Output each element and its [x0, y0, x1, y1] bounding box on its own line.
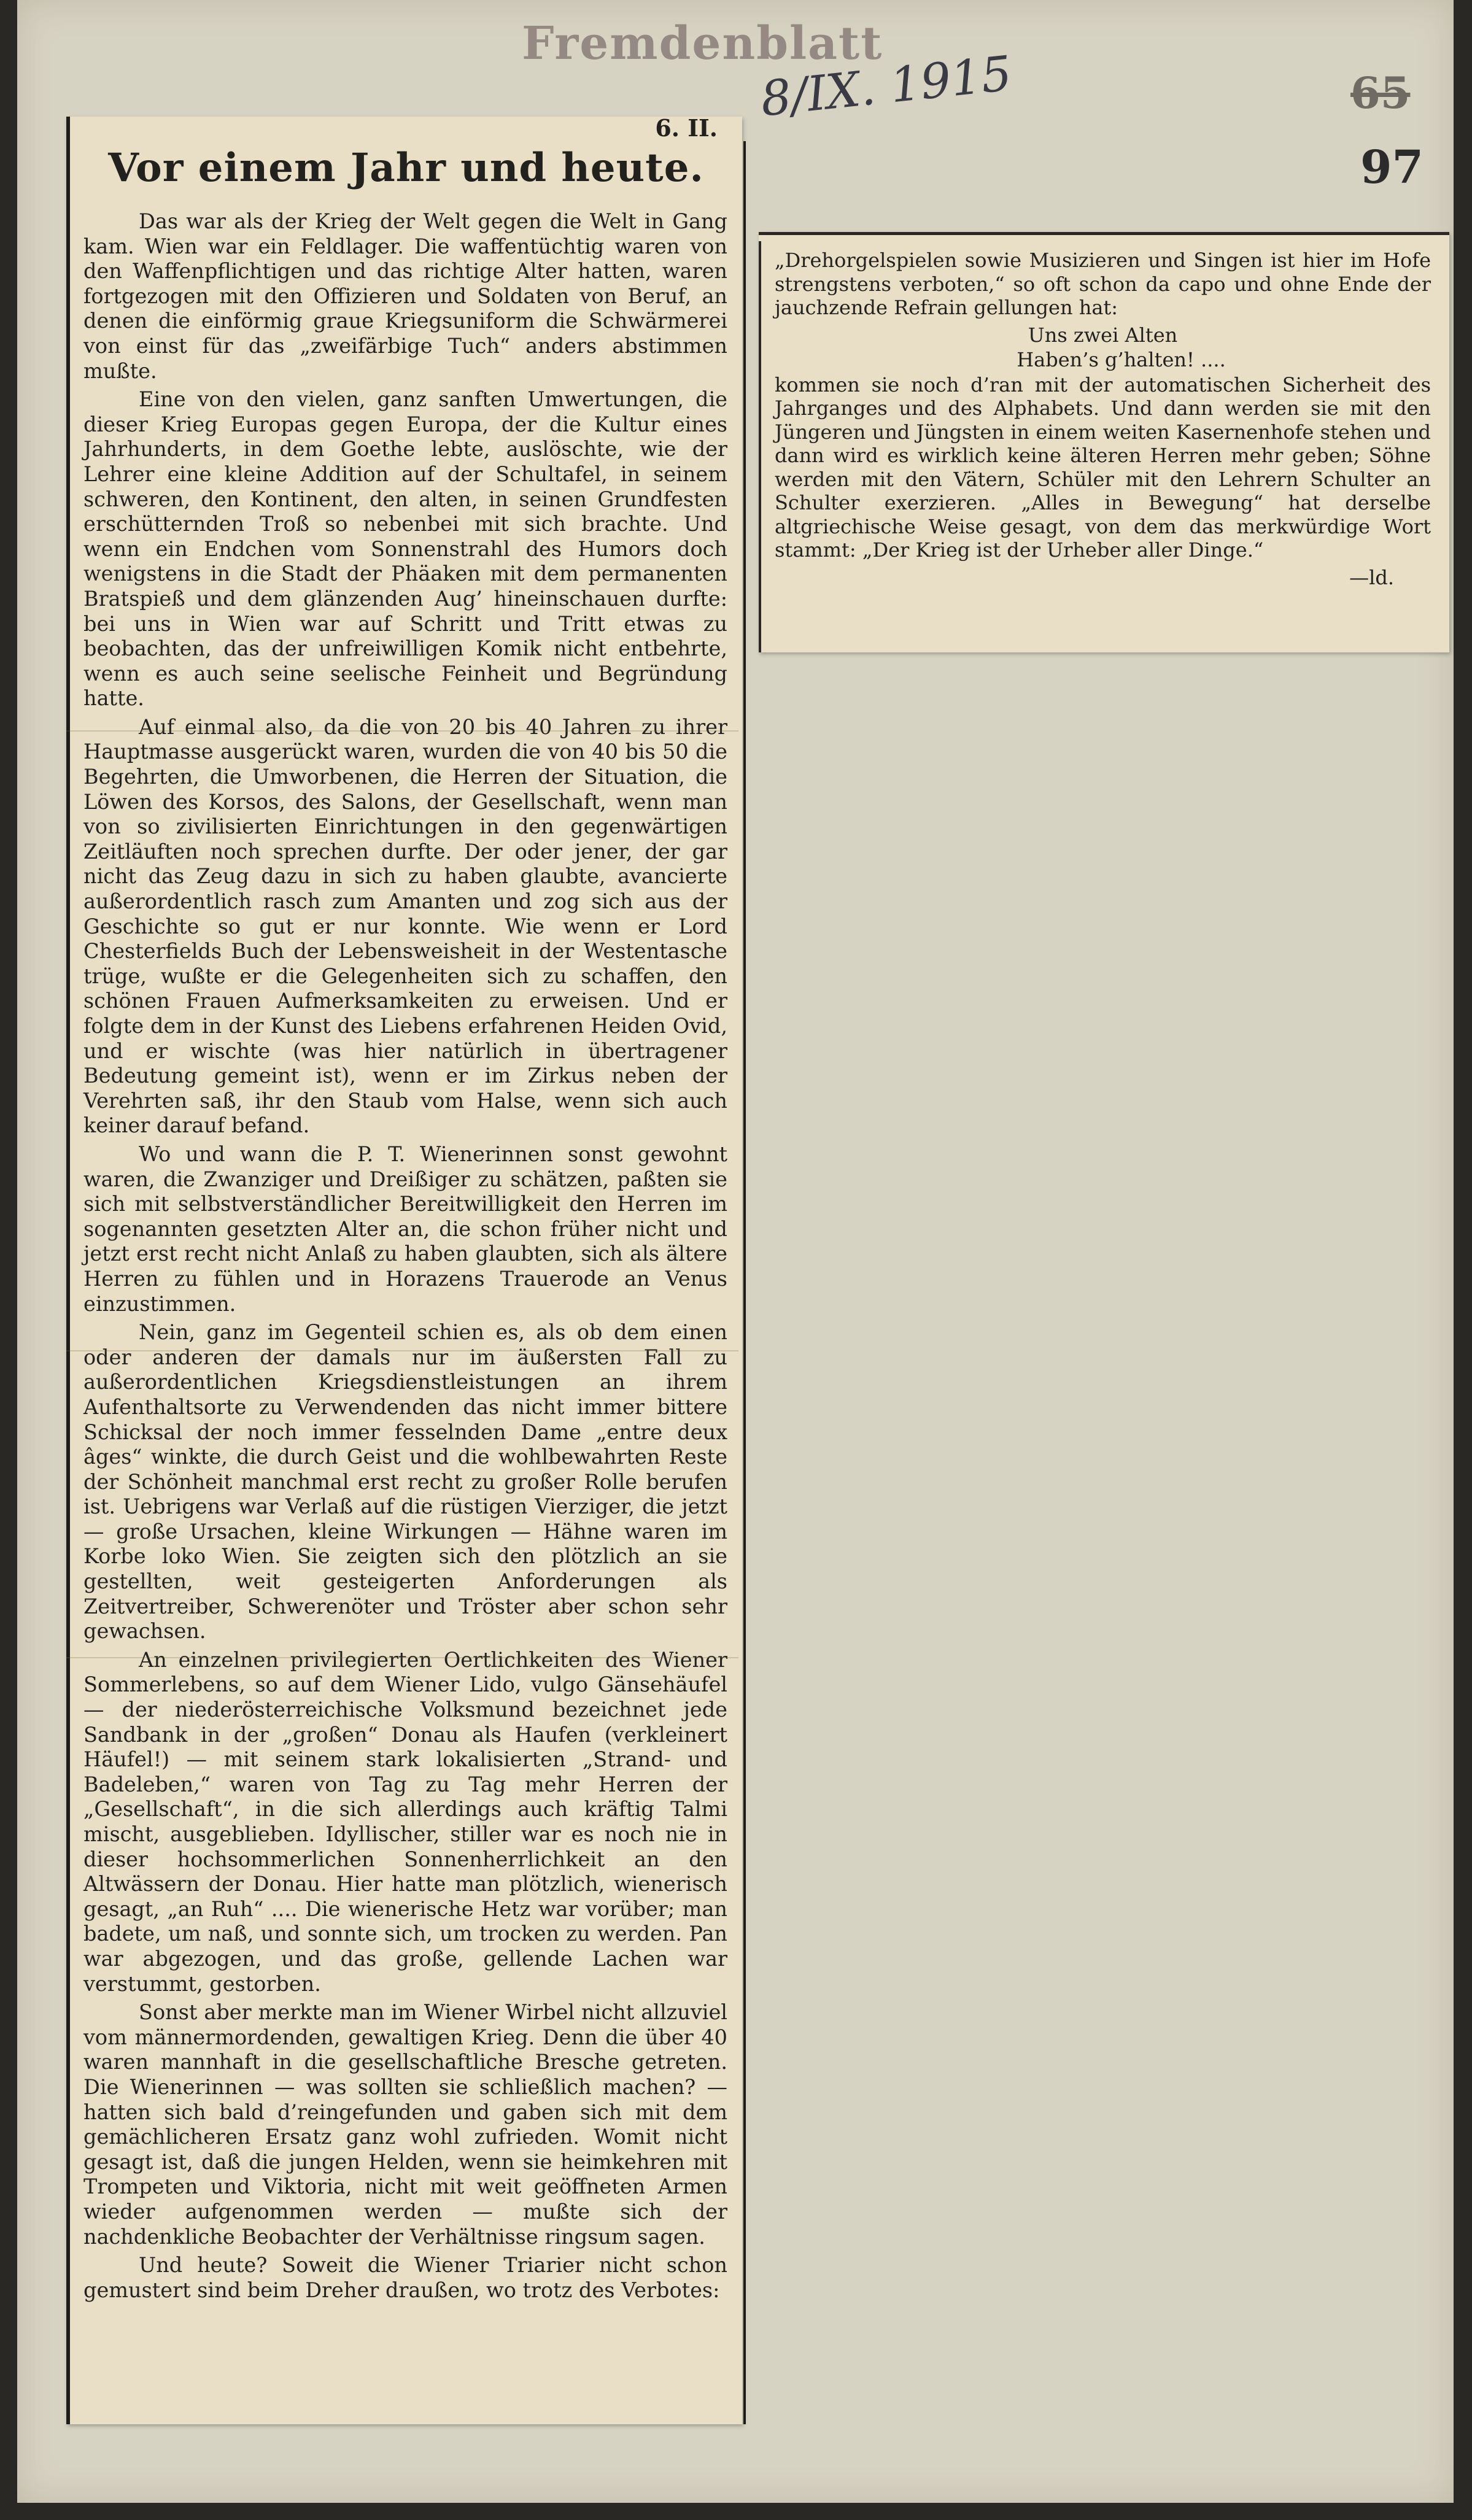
- verse-line: Uns zwei Alten: [1028, 323, 1178, 347]
- article-title: Vor einem Jahr und heute.: [108, 145, 704, 191]
- corner-mark: 6. II.: [655, 114, 718, 142]
- author-signature: —ld.: [1349, 565, 1394, 589]
- paragraph: Nein, ganz im Gegenteil schien es, als ob dem einen oder anderen der damals nur im äußersten Fall zu außerordentlichen Kriegsdienstleistungen an ihrem Aufenthaltsorte zu Verwendenden das nicht immer bittere Schicksal der noch immer fesselnden Dame „entre deux âges“ winkte, die durch Geist und die wohlbewahrten Reste der Schönheit manchmal erst recht zu großer Rolle berufen ist. Uebrigens war Verlaß auf die rüstigen Vierziger, die jetzt — große Ursachen, kleine Wirkungen — Hähne waren im Korbe loko Wien. Sie zeigten sich den plötzlich an sie gestellten, weit gesteigerten Anforderungen als Zeitvertreiber, Schwerenöter und Tröster aber schon sehr gewachsen.: [83, 1320, 727, 1644]
- continuation-body: [775, 249, 1431, 589]
- paragraph: Und heute? Soweit die Wiener Triarier nicht schon gemustert sind beim Dreher draußen, wo trotz des Verbotes:: [83, 2253, 727, 2302]
- column-rule: [759, 241, 761, 652]
- verse-line: Haben’s g’halten! ....: [1017, 348, 1226, 371]
- article-body: [83, 209, 727, 2303]
- paper-crease: [66, 1657, 738, 1658]
- article-clipping-main: [66, 114, 742, 2424]
- paragraph: Eine von den vielen, ganz sanften Umwertungen, die dieser Krieg Europas gegen Europa, der die Kultur eines Jahrhunderts, in dem Goethe lebte, auslöschte, wie der Lehrer eine kleine Addition auf der Schultafel, in seinem schweren, den Kontinent, den alten, in seinen Grundfesten erschütternden Troß so nebenbei mit sich brachte. Und wenn ein Endchen vom Sonnenstrahl des Humors doch wenigstens in die Stadt der Phäaken mit dem permanenten Bratspieß und dem glänzenden Aug’ hineinschauen durfte: bei uns in Wien war auf Schritt und Tritt etwas zu beobachten, das der unfreiwilligen Komik nicht entbehrte, wenn es auch seine seelische Feinheit und Begründung hatte.: [83, 387, 727, 711]
- newspaper-stamp: Fremdenblatt: [522, 17, 883, 70]
- handwritten-date: 8/IX. 1915: [758, 46, 1015, 128]
- continuation-text: kommen sie noch d’ran mit der automatischen Sicherheit des Jahrganges und des Alphabets. Und dann werden sie mit den Jüngeren und Jüngsten in einem weiten Kasernenhofe stehen und dann wird es wirklich keine älteren Herren mehr geben; Söhne werden mit den Vätern, Schüler mit den Lehrern Schulter an Schulter exerzieren. „Alles in Bewegung“ hat derselbe altgriechische Weise gesagt, von dem das merkwürdige Wort stammt: „Der Krieg ist der Urheber aller Dinge.“: [775, 373, 1431, 562]
- page-number: 97: [1360, 141, 1424, 194]
- paper-crease: [66, 1350, 738, 1351]
- paper-crease: [66, 730, 738, 732]
- paragraph: Wo und wann die P. T. Wienerinnen sonst gewohnt waren, die Zwanziger und Dreißiger zu schätzen, paßten sie sich mit selbstverständlicher Bereitwilligkeit den Herren im sogenannten gesetzten Alter an, die schon früher nicht und jetzt erst recht nicht Anlaß zu haben glaubten, sich als ältere Herren zu fühlen und in Horazens Trauerode an Venus einzustimmen.: [83, 1142, 727, 1316]
- continuation-lead: „Drehorgelspielen sowie Musizieren und Singen ist hier im Hofe strengstens verboten,“ so oft schon da capo und ohne Ende der jauchzende Refrain gellungen hat:: [775, 249, 1431, 319]
- page-number-crossed: 65: [1350, 68, 1411, 118]
- paragraph: Das war als der Krieg der Welt gegen die Welt in Gang kam. Wien war ein Feldlager. Die waffentüchtig waren von den Waffenpflichtigen und das richtige Alter hatten, waren fortgezogen mit den Offizieren und Soldaten von Beruf, an denen die einförmig graue Kriegsuniform die Schwärmerei von einst für das „zweifärbige Tuch“ anders abstimmen mußte.: [83, 209, 727, 383]
- article-clipping-continuation: [759, 232, 1449, 652]
- paragraph: Auf einmal also, da die von 20 bis 40 Jahren zu ihrer Hauptmasse ausgerückt waren, wurden die von 40 bis 50 die Begehrten, die Umworbenen, die Herren der Situation, die Löwen des Korsos, des Salons, der Gesellschaft, wenn man von so zivilisierten Einrichtungen in den gegenwärtigen Zeitläuften noch sprechen durfte. Der oder jener, der gar nicht das Zeug dazu in sich zu haben glaubte, avancierte außerordentlich rasch zum Amanten und zog sich aus der Geschichte so gut er nur konnte. Wie wenn er Lord Chesterfields Buch der Lebensweisheit in der Westentasche trüge, wußte er die Gelegenheiten sich zu schaffen, den schönen Frauen Aufmerksamkeiten zu erweisen. Und er folgte dem in der Kunst des Liebens erfahrenen Heiden Ovid, und er wischte (was hier natürlich in übertragener Bedeutung gemeint ist), wenn er im Zirkus neben der Verehrten saß, ihr den Staub vom Halse, wenn sich auch keiner darauf befand.: [83, 714, 727, 1138]
- paragraph: An einzelnen privilegierten Oertlichkeiten des Wiener Sommerlebens, so auf dem Wiener Lido, vulgo Gänsehäufel — der niederösterreichische Volksmund bezeichnet jede Sandbank in der „großen“ Donau als Haufen (verkleinert Häufel!) — mit seinem stark lokalisierten „Strand- und Badeleben,“ waren von Tag zu Tag mehr Herren der „Gesellschaft“, in die sich allerdings auch kräftig Talmi mischt, ausgeblieben. Idyllischer, stiller war es noch nie in dieser hochsommerlichen Sonnenherrlichkeit an den Altwässern der Donau. Hier hatte man plötzlich, wienerisch gesagt, „an Ruh“ .... Die wienerische Hetz war vorüber; man badete, um naß, und sonnte sich, um trocken zu werden. Pan war abgezogen, und das große, gellende Lachen war verstummt, gestorben.: [83, 1647, 727, 1996]
- paragraph: Sonst aber merkte man im Wiener Wirbel nicht allzuviel vom männermordenden, gewaltigen Krieg. Denn die über 40 waren mannhaft in die gesellschaftliche Bresche getreten. Die Wienerinnen — was sollten sie schließlich machen? — hatten sich bald d’reingefunden und gaben sich mit dem gemächlicheren Ersatz ganz wohl zufrieden. Womit nicht gesagt ist, daß die jungen Helden, wenn sie heimkehren mit Trompeten und Viktoria, nicht mit weit geöffneten Armen wieder aufgenommen werden — mußte sich der nachdenkliche Beobachter der Verhältnisse ringsum sagen.: [83, 2000, 727, 2249]
